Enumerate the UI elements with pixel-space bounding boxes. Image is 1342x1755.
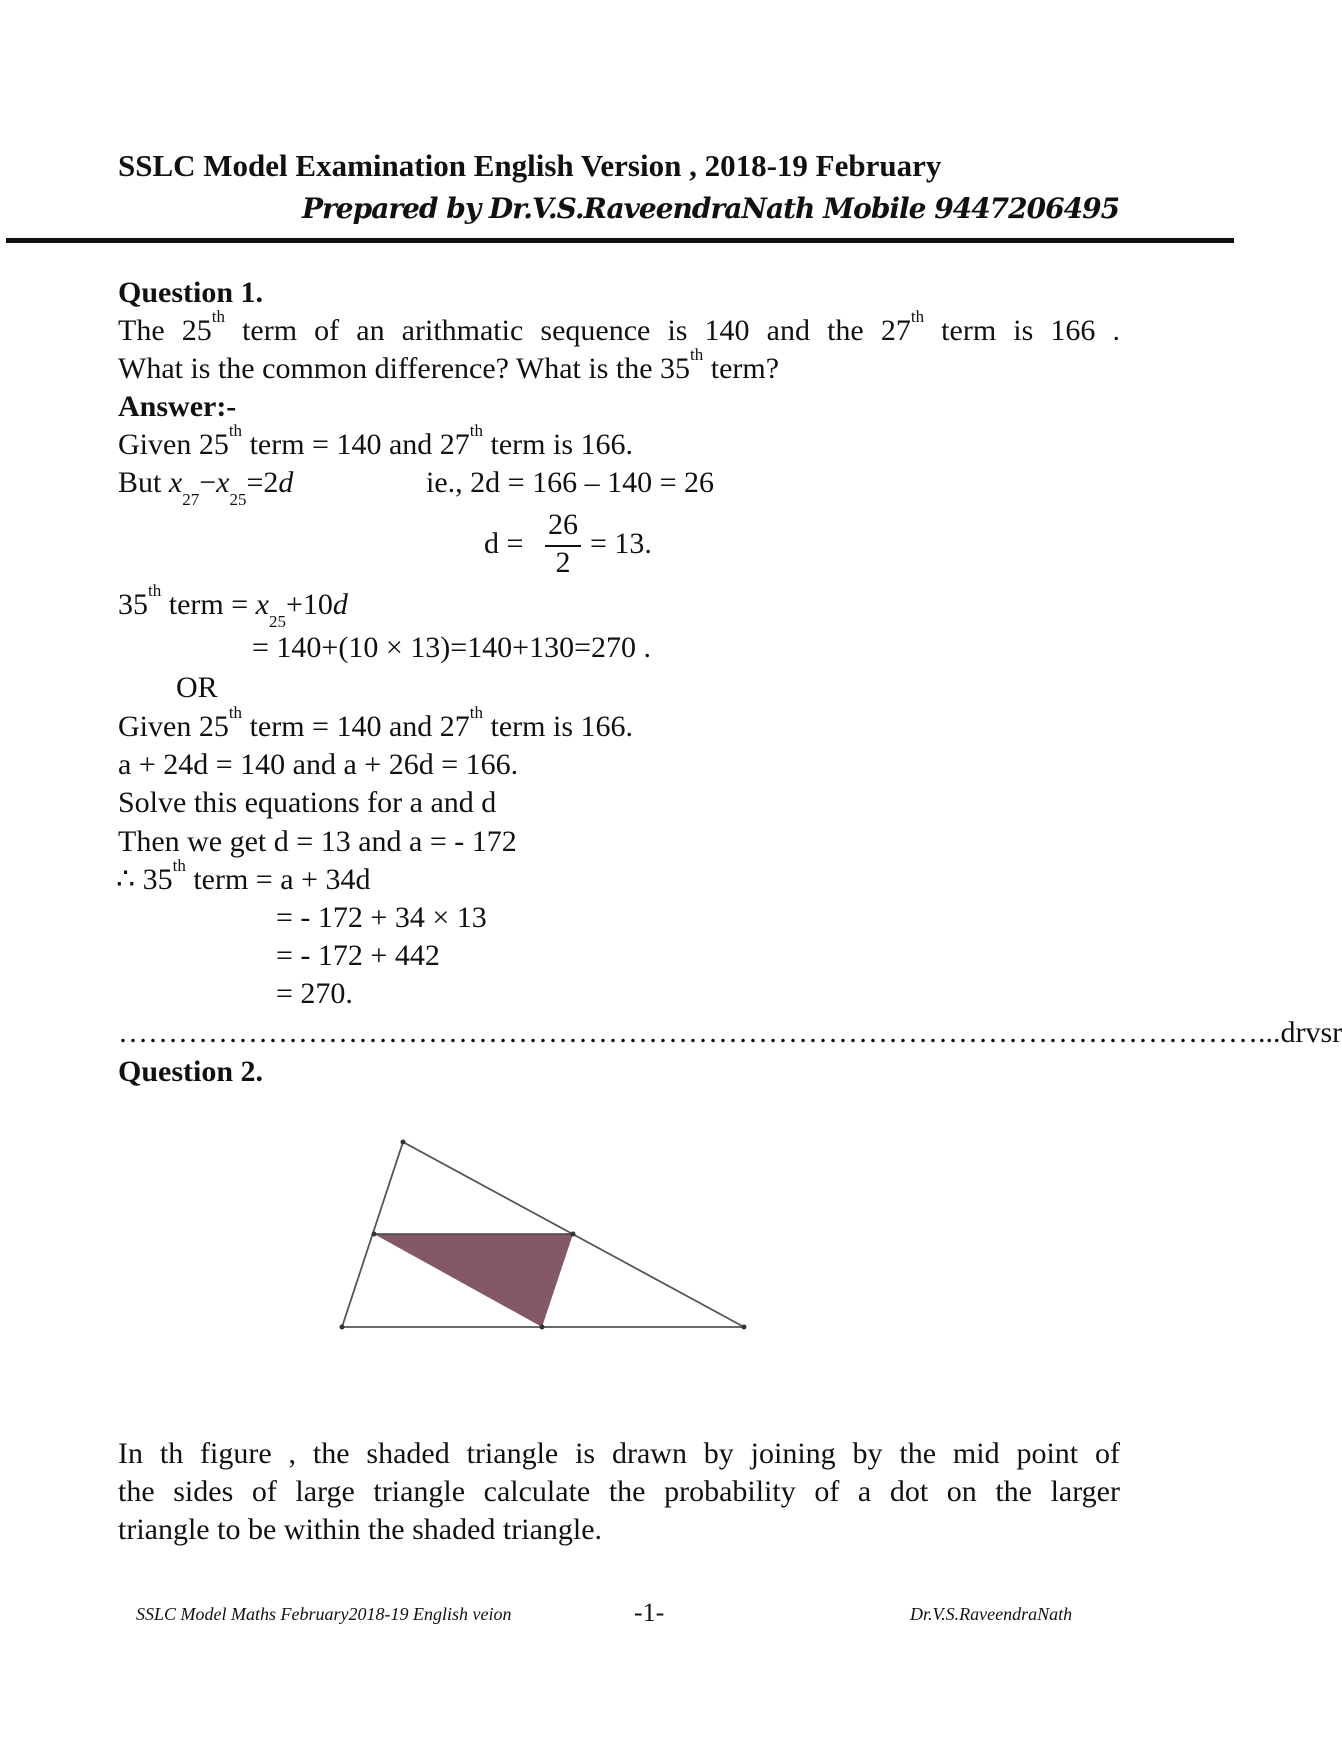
question-2-text-line1: In th figure , the shaded triangle is drawn by joining by the mid point of [118, 1437, 1120, 1470]
step-3: = 270. [276, 977, 353, 1010]
footer-right: Dr.V.S.RaveendraNath [910, 1604, 1073, 1624]
solve-line: Solve this equations for a and d [118, 786, 497, 819]
therefore-line: ∴ 35th term = a + 34d [116, 856, 371, 896]
step-1: = - 172 + 34 × 13 [276, 901, 487, 934]
d-result: = 13. [590, 527, 652, 560]
then-line: Then we get d = 13 and a = - 172 [118, 825, 517, 858]
answer-label: Answer:- [118, 390, 237, 423]
ie-line: ie., 2d = 166 – 140 = 26 [426, 466, 714, 499]
author-line: Prepared by Dr.V.S.RaveendraNath Mobile 9447206495 [302, 192, 1120, 225]
question-1-heading: Question 1. [118, 276, 264, 309]
shaded-triangle [374, 1234, 573, 1327]
or-label: OR [176, 671, 218, 704]
question-1-text-line2: What is the common difference? What is the 35th term? [118, 345, 780, 385]
d-equals: d = [484, 527, 524, 560]
step-2: = - 172 + 442 [276, 939, 440, 972]
equations-line: a + 24d = 140 and a + 26d = 166. [118, 748, 519, 781]
but-line: But $x_{27}-x_{25}=2d$ [118, 466, 294, 509]
numerator: 26 [548, 508, 578, 541]
separator-dots: …………………………………………………………………………………………………… ...drvsr [118, 1014, 1118, 1052]
denominator: 2 [555, 545, 571, 579]
term35-line: 35th term = $x_{25}+10d$ [118, 581, 348, 631]
page-number: -1- [634, 1598, 665, 1627]
question-2-heading: Question 2. [118, 1055, 264, 1088]
signature: ...drvsr [1258, 1016, 1342, 1049]
calc-line: = 140+(10 × 13)=140+130=270 . [252, 631, 651, 664]
question-2-text-line3: triangle to be within the shaded triangle. [118, 1513, 603, 1546]
question-2-text-line2: the sides of large triangle calculate the probability of a dot on the larger [118, 1475, 1120, 1508]
given-line: Given 25th term = 140 and 27th term is 166. [118, 421, 634, 461]
footer-left: SSLC Model Maths February2018-19 English veion [136, 1604, 512, 1624]
document-title: SSLC Model Examination English Version , 2018-19 February [118, 148, 942, 183]
question-1-text-line1: The 25th term of an arithmatic sequence is 140 and the 27th term is 166 . [118, 307, 1120, 347]
given-line-2: Given 25th term = 140 and 27th term is 166. [118, 703, 634, 743]
